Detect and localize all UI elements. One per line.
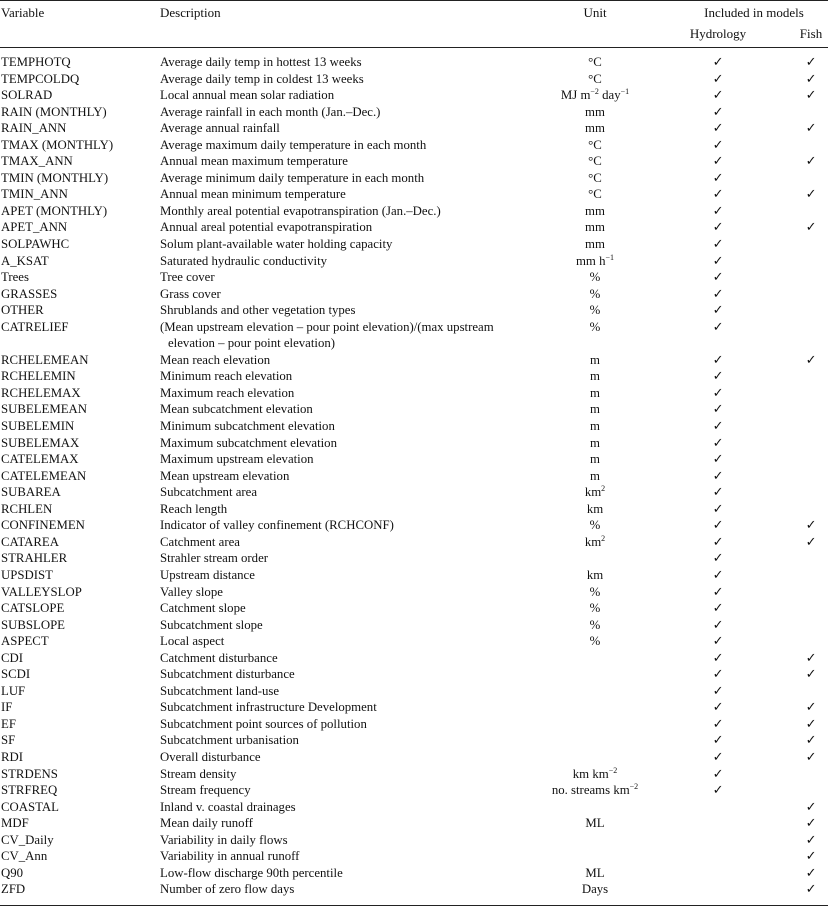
hydrology-check-icon: ✓	[712, 154, 724, 169]
cell-unit: %	[589, 270, 601, 285]
hydrology-check-icon: ✓	[712, 452, 724, 467]
fish-check-icon: ✓	[805, 799, 817, 814]
cell-unit: ML	[585, 865, 605, 880]
cell-description: Local annual mean solar radiation	[160, 88, 335, 103]
table-row	[0, 517, 828, 534]
hydrology-check-icon: ✓	[712, 369, 724, 384]
cell-description: Maximum subcatchment elevation	[160, 435, 337, 450]
cell-variable: SCDI	[1, 667, 31, 682]
cell-variable: RAIN (MONTHLY)	[1, 104, 107, 119]
fish-check-icon: ✓	[805, 220, 817, 235]
hydrology-check-icon: ✓	[712, 733, 724, 748]
hydrology-check-icon: ✓	[712, 650, 724, 665]
hydrology-check-icon: ✓	[712, 601, 724, 616]
hydrology-check-icon: ✓	[712, 402, 724, 417]
table-row	[0, 87, 828, 104]
hydrology-check-icon: ✓	[712, 667, 724, 682]
table-row	[0, 749, 828, 766]
fish-check-icon: ✓	[805, 534, 817, 549]
hydrology-check-icon: ✓	[712, 71, 724, 86]
table-body	[0, 54, 828, 898]
cell-description: Local aspect	[160, 634, 225, 649]
cell-variable: CATAREA	[1, 534, 59, 549]
cell-variable: CATRELIEF	[1, 319, 69, 334]
cell-variable: SUBELEMIN	[1, 419, 75, 434]
cell-variable: OTHER	[1, 303, 44, 318]
table-row	[0, 848, 828, 865]
cell-variable: SUBAREA	[1, 485, 61, 500]
fish-check-icon: ✓	[805, 71, 817, 86]
table-row	[0, 203, 828, 220]
hydrology-check-icon: ✓	[712, 749, 724, 764]
cell-unit: °C	[588, 71, 602, 86]
cell-description: Average rainfall in each month (Jan.–Dec.)	[160, 104, 381, 119]
table-row	[0, 484, 828, 501]
cell-description: Catchment disturbance	[160, 650, 278, 665]
cell-description: Mean reach elevation	[160, 352, 271, 367]
hydrology-check-icon: ✓	[712, 237, 724, 252]
fish-check-icon: ✓	[805, 882, 817, 897]
cell-description: Valley slope	[160, 584, 223, 599]
hydrology-check-icon: ✓	[712, 435, 724, 450]
cell-variable: ZFD	[1, 882, 26, 897]
cell-variable: CDI	[1, 650, 24, 665]
fish-check-icon: ✓	[805, 749, 817, 764]
table-row	[0, 732, 828, 749]
cell-unit: %	[589, 634, 601, 649]
table-row	[0, 71, 828, 88]
hydrology-check-icon: ✓	[712, 783, 724, 798]
cell-unit: %	[589, 518, 601, 533]
hydrology-check-icon: ✓	[712, 634, 724, 649]
cell-description: Minimum subcatchment elevation	[160, 419, 335, 434]
table-row	[0, 650, 828, 667]
hydrology-check-icon: ✓	[712, 55, 724, 69]
cell-unit: mm	[585, 220, 605, 235]
hydrology-check-icon: ✓	[712, 352, 724, 367]
cell-description: Average annual rainfall	[160, 121, 280, 136]
cell-unit: km	[586, 501, 604, 516]
cell-variable: CONFINEMEN	[1, 518, 85, 533]
hydrology-check-icon: ✓	[712, 700, 724, 715]
hydrology-check-icon: ✓	[712, 220, 724, 235]
cell-description: Average daily temp in coldest 13 weeks	[160, 71, 364, 86]
cell-variable: LUF	[1, 683, 26, 698]
cell-unit: °C	[588, 170, 602, 185]
header-hydrology: Hydrology	[689, 26, 747, 41]
cell-description: Inland v. coastal drainages	[160, 799, 296, 814]
fish-check-icon: ✓	[805, 88, 817, 103]
cell-unit: $km^2$	[584, 533, 606, 549]
cell-description: Mean daily runoff	[160, 816, 253, 831]
cell-description: Subcatchment land-use	[160, 683, 280, 698]
table-row	[0, 550, 828, 567]
cell-unit: %	[589, 617, 601, 632]
cell-variable: UPSDIST	[1, 567, 53, 582]
cell-variable: SUBELEMEAN	[1, 402, 88, 417]
table-row	[0, 385, 828, 402]
cell-variable: RCHELEMIN	[1, 369, 76, 384]
fish-check-icon: ✓	[805, 352, 817, 367]
table-row	[0, 881, 828, 898]
cell-description: Indicator of valley confinement (RCHCONF)	[160, 518, 394, 533]
table-row	[0, 600, 828, 617]
cell-variable: RCHELEMAX	[1, 385, 81, 400]
table-row	[0, 716, 828, 733]
cell-unit: °C	[588, 137, 602, 152]
table-row	[0, 368, 828, 385]
cell-variable: SUBELEMAX	[1, 435, 80, 450]
cell-variable: CATELEMEAN	[1, 468, 87, 483]
cell-unit: km	[586, 567, 604, 582]
cell-description: Mean subcatchment elevation	[160, 402, 313, 417]
cell-unit: ML	[585, 816, 605, 831]
table-row	[0, 418, 828, 435]
hydrology-check-icon: ✓	[712, 270, 724, 285]
hydrology-check-icon: ✓	[712, 766, 724, 781]
hydrology-check-icon: ✓	[712, 551, 724, 566]
cell-description: Average minimum daily temperature in each month	[160, 170, 425, 185]
table-row	[0, 832, 828, 849]
fish-check-icon: ✓	[805, 187, 817, 202]
cell-variable: TEMPHOTQ	[1, 55, 71, 69]
cell-unit: m	[590, 419, 600, 434]
fish-check-icon: ✓	[805, 650, 817, 665]
cell-variable: Q90	[1, 865, 24, 880]
cell-variable: RDI	[1, 749, 24, 764]
cell-variable: CATSLOPE	[1, 601, 65, 616]
cell-description: Saturated hydraulic conductivity	[160, 253, 328, 268]
hydrology-check-icon: ✓	[712, 485, 724, 500]
hydrology-check-icon: ✓	[712, 187, 724, 202]
cell-description: Maximum upstream elevation	[160, 452, 314, 467]
table-row	[0, 186, 828, 203]
table-row	[0, 766, 828, 783]
cell-description: Annual areal potential evapotranspiration	[160, 220, 373, 235]
cell-variable: SF	[1, 733, 16, 748]
table-row	[0, 584, 828, 601]
table-row	[0, 269, 828, 286]
fish-check-icon: ✓	[805, 667, 817, 682]
table-row	[0, 865, 828, 882]
hydrology-check-icon: ✓	[712, 534, 724, 549]
hydrology-check-icon: ✓	[712, 385, 724, 400]
cell-description: Grass cover	[160, 286, 221, 301]
cell-description: Catchment slope	[160, 601, 246, 616]
hydrology-check-icon: ✓	[712, 303, 724, 318]
cell-variable: CATELEMAX	[1, 452, 79, 467]
cell-variable: GRASSES	[1, 286, 58, 301]
table-row	[0, 104, 828, 121]
cell-variable: RCHELEMEAN	[1, 352, 89, 367]
hydrology-check-icon: ✓	[712, 683, 724, 698]
cell-description: Catchment area	[160, 534, 240, 549]
table-row	[0, 253, 828, 270]
cell-description: Variability in annual runoff	[160, 849, 300, 864]
fish-check-icon: ✓	[805, 716, 817, 731]
cell-description: Overall disturbance	[160, 749, 261, 764]
hydrology-check-icon: ✓	[712, 501, 724, 516]
cell-variable: RCHLEN	[1, 501, 53, 516]
table-row	[0, 633, 828, 650]
cell-unit: km $km^{-2}$	[572, 765, 618, 781]
cell-variable: TMAX_ANN	[1, 154, 73, 169]
cell-description: Subcatchment slope	[160, 617, 263, 632]
cell-description: Annual mean minimum temperature	[160, 187, 346, 202]
table-row	[0, 699, 828, 716]
cell-description: Stream density	[160, 766, 237, 781]
cell-variable: SOLRAD	[1, 88, 53, 103]
cell-variable: COASTAL	[1, 799, 59, 814]
cell-unit: mm	[585, 104, 605, 119]
hydrology-check-icon: ✓	[712, 137, 724, 152]
cell-variable: APET (MONTHLY)	[1, 203, 108, 218]
fish-check-icon: ✓	[805, 733, 817, 748]
hydrology-check-icon: ✓	[712, 468, 724, 483]
cell-variable: IF	[1, 700, 13, 715]
table-row	[0, 137, 828, 154]
fish-check-icon: ✓	[805, 121, 817, 136]
cell-unit: °C	[588, 187, 602, 202]
cell-description: Subcatchment point sources of pollution	[160, 716, 367, 731]
table-row	[0, 319, 828, 352]
cell-description: Stream frequency	[160, 783, 251, 798]
cell-unit: %	[589, 584, 601, 599]
cell-description: Maximum reach elevation	[160, 385, 295, 400]
cell-unit: m	[590, 385, 600, 400]
cell-unit: Days	[581, 882, 609, 897]
cell-description: (Mean upstream elevation – pour point elevation)/(max upstream elevation – pour point elevation)	[160, 319, 494, 351]
cell-unit: mm	[585, 237, 605, 252]
fish-check-icon: ✓	[805, 518, 817, 533]
cell-description: Strahler stream order	[160, 551, 269, 566]
cell-variable: STRAHLER	[1, 551, 68, 566]
hydrology-check-icon: ✓	[712, 716, 724, 731]
table-row	[0, 120, 828, 137]
cell-variable: STRFREQ	[1, 783, 58, 798]
cell-unit: m	[590, 452, 600, 467]
table-row	[0, 501, 828, 518]
cell-variable: CV_Ann	[1, 849, 48, 864]
hydrology-check-icon: ✓	[712, 286, 724, 301]
cell-unit: no. streams $km^{-2}$	[551, 782, 639, 798]
hydrology-check-icon: ✓	[712, 203, 724, 218]
header-variable: Variable	[1, 5, 45, 20]
cell-description: Tree cover	[160, 270, 215, 285]
header-included-in-models: Included in models	[704, 5, 804, 20]
cell-variable: CV_Daily	[1, 832, 54, 847]
fish-check-icon: ✓	[805, 816, 817, 831]
cell-unit: $km^2$	[584, 484, 606, 500]
cell-variable: TEMPCOLDQ	[1, 71, 80, 86]
cell-description: Monthly areal potential evapotranspiration (Jan.–Dec.)	[160, 203, 441, 218]
table-row	[0, 683, 828, 700]
cell-variable: ASPECT	[1, 634, 49, 649]
table-row	[0, 302, 828, 319]
fish-check-icon: ✓	[805, 849, 817, 864]
cell-unit: m	[590, 402, 600, 417]
hydrology-check-icon: ✓	[712, 121, 724, 136]
table-row	[0, 219, 828, 236]
table-row	[0, 286, 828, 303]
hydrology-check-icon: ✓	[712, 419, 724, 434]
table-row	[0, 401, 828, 418]
cell-variable: TMIN (MONTHLY)	[1, 170, 109, 185]
cell-description: Subcatchment infrastructure Development	[160, 700, 377, 715]
table-row	[0, 451, 828, 468]
cell-unit: m	[590, 468, 600, 483]
cell-description: Low-flow discharge 90th percentile	[160, 865, 343, 880]
hydrology-check-icon: ✓	[712, 88, 724, 103]
cell-variable: TMIN_ANN	[1, 187, 68, 202]
cell-variable: SUBSLOPE	[1, 617, 66, 632]
fish-check-icon: ✓	[805, 832, 817, 847]
header-unit: Unit	[583, 5, 607, 20]
table-row	[0, 534, 828, 551]
fish-check-icon: ✓	[805, 154, 817, 169]
table-bottom-rule	[0, 905, 828, 906]
hydrology-check-icon: ✓	[712, 518, 724, 533]
cell-description: Subcatchment urbanisation	[160, 733, 299, 748]
hydrology-check-icon: ✓	[712, 170, 724, 185]
table-row	[0, 782, 828, 799]
table-row	[0, 799, 828, 816]
table-row	[0, 617, 828, 634]
cell-description: Average maximum daily temperature in each month	[160, 137, 427, 152]
cell-unit: MJ $m^{-2}$ day$^{-1}$	[560, 87, 630, 103]
cell-description: Subcatchment area	[160, 485, 257, 500]
hydrology-check-icon: ✓	[712, 253, 724, 268]
table-row	[0, 236, 828, 253]
cell-variable: VALLEYSLOP	[1, 584, 82, 599]
cell-description: Annual mean maximum temperature	[160, 154, 348, 169]
cell-description: Variability in daily flows	[160, 832, 288, 847]
cell-description: Shrublands and other vegetation types	[160, 303, 356, 318]
cell-description: Reach length	[160, 501, 228, 516]
fish-check-icon: ✓	[805, 700, 817, 715]
cell-variable: A_KSAT	[1, 253, 49, 268]
cell-description: Number of zero flow days	[160, 882, 295, 897]
hydrology-check-icon: ✓	[712, 567, 724, 582]
cell-unit: %	[589, 303, 601, 318]
fish-check-icon: ✓	[805, 55, 817, 69]
cell-description: Average daily temp in hottest 13 weeks	[160, 55, 362, 69]
table-row	[0, 54, 828, 71]
table-row	[0, 170, 828, 187]
table-row	[0, 435, 828, 452]
header-rule	[0, 47, 828, 48]
cell-variable: MDF	[1, 816, 29, 831]
cell-unit: m	[590, 352, 600, 367]
cell-unit: m	[590, 369, 600, 384]
cell-unit: %	[589, 286, 601, 301]
cell-unit: mm	[585, 121, 605, 136]
cell-unit: m	[590, 435, 600, 450]
table-top-rule	[0, 0, 828, 1]
cell-unit: °C	[588, 55, 602, 69]
cell-variable: STRDENS	[1, 766, 58, 781]
hydrology-check-icon: ✓	[712, 617, 724, 632]
table-row	[0, 153, 828, 170]
table-row	[0, 815, 828, 832]
cell-description: Solum plant-available water holding capacity	[160, 237, 393, 252]
cell-description: Minimum reach elevation	[160, 369, 293, 384]
header-description: Description	[160, 5, 221, 20]
cell-unit: mm $h^{-1}$	[575, 252, 615, 268]
cell-unit: %	[589, 601, 601, 616]
table-row	[0, 567, 828, 584]
cell-variable: TMAX (MONTHLY)	[1, 137, 114, 152]
hydrology-check-icon: ✓	[712, 104, 724, 119]
cell-variable: RAIN_ANN	[1, 121, 67, 136]
fish-check-icon: ✓	[805, 865, 817, 880]
cell-variable: Trees	[1, 270, 29, 285]
cell-description: Mean upstream elevation	[160, 468, 290, 483]
table-row	[0, 666, 828, 683]
cell-unit: %	[589, 319, 601, 334]
cell-variable: APET_ANN	[1, 220, 68, 235]
table-row	[0, 352, 828, 369]
cell-variable: SOLPAWHC	[1, 237, 70, 252]
hydrology-check-icon: ✓	[712, 319, 724, 334]
cell-description: Subcatchment disturbance	[160, 667, 295, 682]
cell-variable: EF	[1, 716, 16, 731]
cell-description: Upstream distance	[160, 567, 255, 582]
header-fish: Fish	[799, 26, 823, 41]
cell-unit: mm	[585, 203, 605, 218]
table-row	[0, 468, 828, 485]
cell-unit: °C	[588, 154, 602, 169]
hydrology-check-icon: ✓	[712, 584, 724, 599]
